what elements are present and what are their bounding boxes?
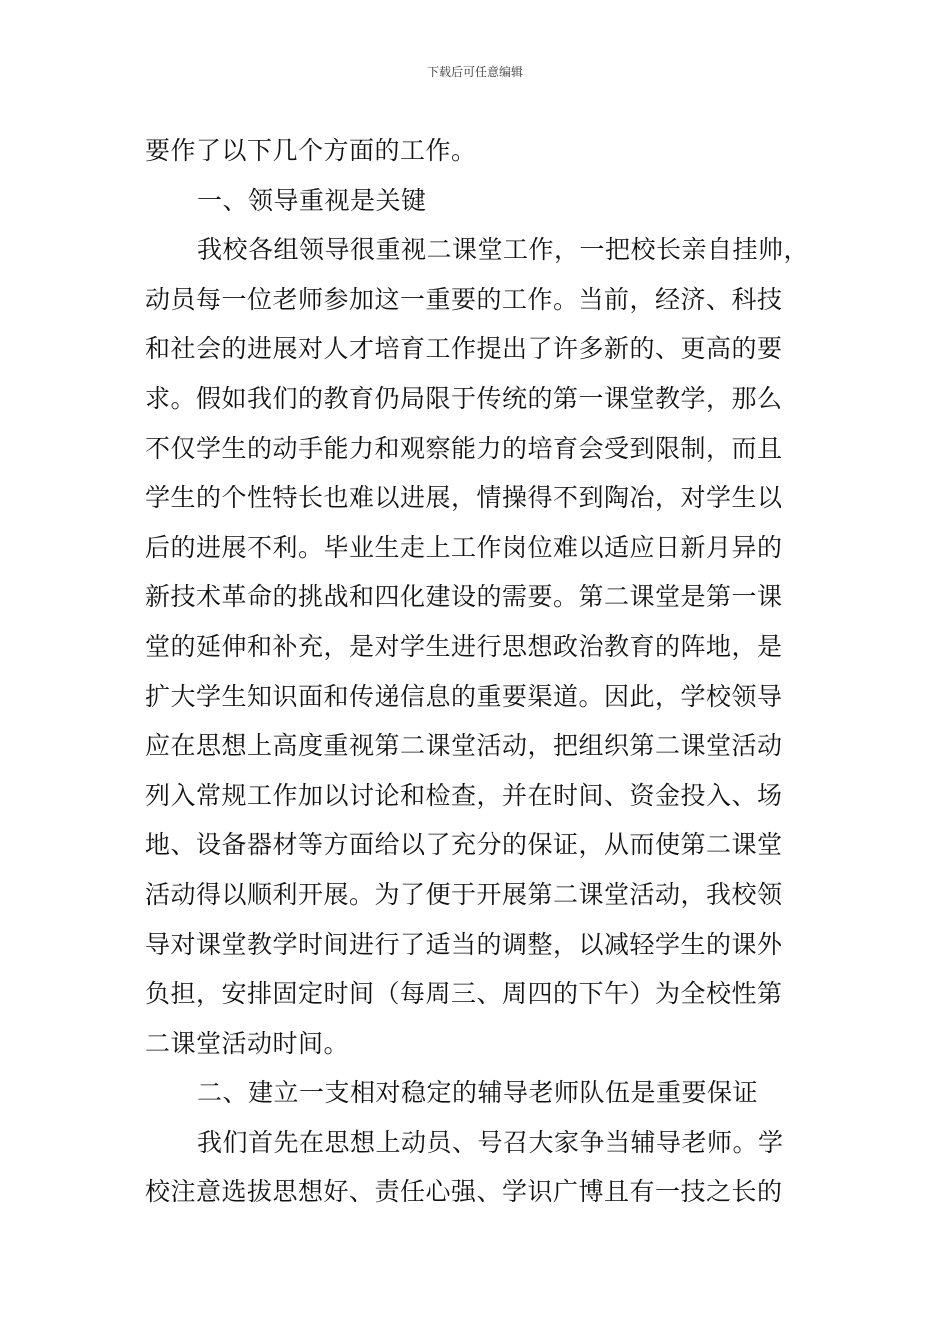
text-line: 我们首先在思想上动员、号召大家争当辅导老师。学 [197,1127,784,1157]
text-line: 和社会的进展对人才培育工作提出了许多新的、更高的要 [145,334,783,364]
text-line: 不仅学生的动手能力和观察能力的培育会受到限制，而且 [145,433,783,463]
text-line: 要作了以下几个方面的工作。 [145,136,477,165]
section-heading: 二、建立一支相对稳定的辅导老师队伍是重要保证 [197,1078,759,1108]
text-line: 应在思想上高度重视第二课堂活动，把组织第二课堂活动 [145,731,783,761]
text-line: 校注意选拔思想好、责任心强、学识广博且有一技之长的 [145,1177,783,1207]
text-line: 列入常规工作加以讨论和检查，并在时间、资金投入、场 [145,780,783,810]
text-line: 扩大学生知识面和传递信息的重要渠道。因此，学校领导 [145,681,783,711]
text-line: 导对课堂教学时间进行了适当的调整，以减轻学生的课外 [145,929,783,959]
text-line: 新技术革命的挑战和四化建设的需要。第二课堂是第一课 [145,582,783,612]
text-line: 地、设备器材等方面给以了充分的保证，从而使第二课堂 [145,830,783,860]
text-line: 学生的个性特长也难以进展，情操得不到陶冶，对学生以 [145,483,783,513]
text-line: 后的进展不利。毕业生走上工作岗位难以适应日新月异的 [145,532,783,562]
text-line: 二课堂活动时间。 [145,1028,350,1058]
document-body [145,126,835,1217]
text-line: 我校各组领导很重视二课堂工作，一把校长亲自挂帅， [197,235,810,265]
text-line: 负担，安排固定时间（每周三、周四的下午）为全校性第 [145,979,783,1009]
text-line: 求。假如我们的教育仍局限于传统的第一课堂教学，那么 [145,383,783,413]
text-line: 活动得以顺利开展。为了便于开展第二课堂活动，我校领 [145,879,783,909]
text-line: 堂的延伸和补充，是对学生进行思想政治教育的阵地，是 [145,631,783,661]
page-header: 下载后可任意编辑 [426,65,523,79]
section-heading: 一、领导重视是关键 [197,185,427,215]
text-line: 动员每一位老师参加这一重要的工作。当前，经济、科技 [145,284,783,314]
